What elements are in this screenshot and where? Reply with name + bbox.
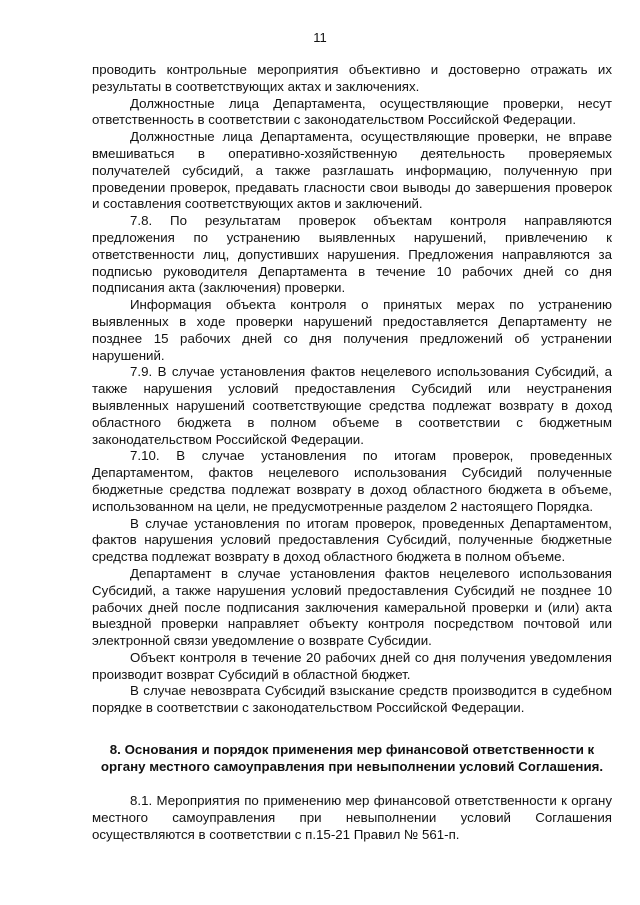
paragraph-violation-conditions: В случае установления по итогам проверок, проведенных Департаментом, фактов нарушения условий предоставления Субсидий, полученные бюджетные средства подлежат возврату в доход областного бюджета в полном объеме.	[92, 515, 612, 565]
paragraph-7-8: 7.8. По результатам проверок объектам контроля направляются предложения по устранению выявленных нарушений, привлечению к ответственности лиц, допустивших нарушения. Предложения направляются за подписью руководителя Департамента в течение 10 рабочих дней со дня подписания акта (заключения) проверки.	[92, 213, 612, 296]
document-body	[92, 62, 612, 843]
paragraph-7-10: 7.10. В случае установления по итогам проверок, проведенных Департаментом, фактов нецелевого использования Субсидий полученные бюджетные средства подлежат возврату в доход областного бюджета в объеме, использованном на цели, не предусмотренные разделом 2 настоящего Порядка.	[92, 448, 612, 514]
paragraph-refund: Объект контроля в течение 20 рабочих дней со дня получения уведомления производит возврат Субсидий в областной бюджет.	[92, 649, 612, 682]
section-8-title: 8. Основания и порядок применения мер финансовой ответственности к органу местного самоуправления при невыполнении условий Соглашения.	[100, 742, 604, 775]
paragraph-7-9: 7.9. В случае установления фактов нецелевого использования Субсидий, а также нарушения условий предоставления Субсидий или неустранения выявленных нарушений соответствующие средства подлежат возврату в доход областного бюджета в полном объеме в соответствии с бюджетным законодательством Российской Федерации.	[92, 364, 612, 447]
page-number: 11	[313, 30, 327, 45]
paragraph-court-recovery: В случае невозврата Субсидий взыскание средств производится в судебном порядке в соответствии с законодательством Российской Федерации.	[92, 683, 612, 716]
paragraph-continuation: проводить контрольные мероприятия объективно и достоверно отражать их результаты в соответствующих актах и заключениях.	[92, 62, 612, 94]
paragraph-department-notice: Департамент в случае установления фактов нецелевого использования Субсидий, а также нарушения условий предоставления Субсидий не позднее 10 рабочих дней после подписания заключения камеральной проверки и (или) акта выездной проверки направляет объекту контроля посредством почтовой или электронной связи уведомление о возврате Субсидии.	[92, 565, 612, 649]
paragraph-non-interference: Должностные лица Департамента, осуществляющие проверки, не вправе вмешиваться в оперативно-хозяйственную деятельность проверяемых получателей субсидий, а также разглашать информацию, полученную при проведении проверок, предавать гласности свои выводы до завершения проверок и составления соответствующих актов и заключений.	[92, 129, 612, 212]
paragraph-control-info: Информация объекта контроля о принятых мерах по устранению выявленных в ходе проверки нарушений предоставляется Департаменту не позднее 15 рабочих дней со дня получения предложений об устранении нарушений.	[92, 297, 612, 363]
paragraph-8-1: 8.1. Мероприятия по применению мер финансовой ответственности к органу местного самоуправления при невыполнении условий Соглашения осуществляются в соответствии с п.15-21 Правил № 561-п.	[92, 793, 612, 842]
paragraph-responsibility: Должностные лица Департамента, осуществляющие проверки, несут ответственность в соответствии с законодательством Российской Федерации.	[92, 95, 612, 128]
